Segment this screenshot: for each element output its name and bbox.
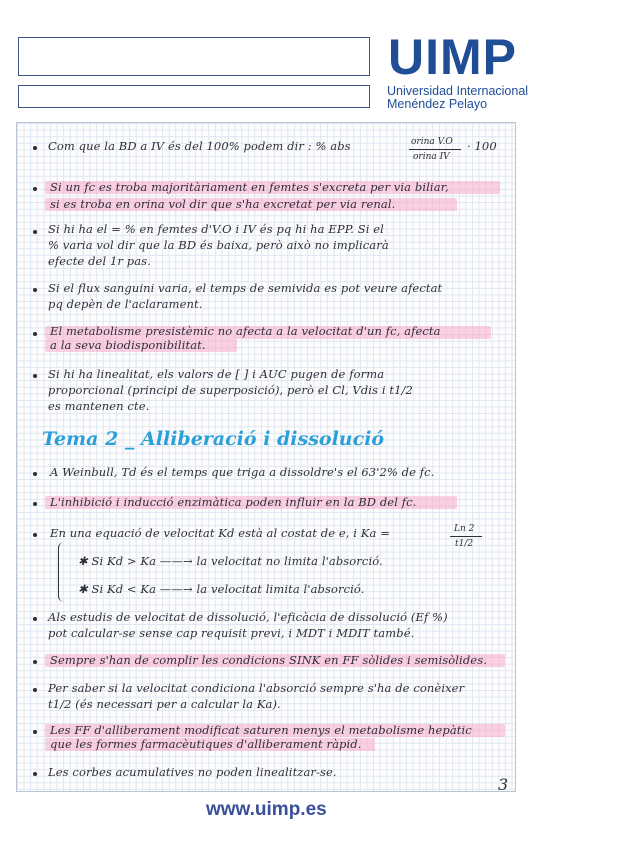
bullet bbox=[33, 617, 37, 621]
sub-note-line: ✱ Si Kd < Ka ——→ la velocitat limita l'absorció. bbox=[78, 582, 365, 596]
bullet bbox=[33, 688, 37, 692]
note-line: t1/2 (és necessari per a calcular la Ka). bbox=[48, 697, 281, 711]
note-line: que les formes farmacèutiques d'alliberament ràpid. bbox=[50, 737, 362, 751]
formula-bar bbox=[450, 536, 482, 537]
university-name-line2: Menéndez Pelayo bbox=[387, 97, 488, 111]
university-name-line1: Universidad Internacional bbox=[387, 84, 529, 98]
formula-numerator: Ln 2 bbox=[454, 524, 475, 534]
note-line: proporcional (principi de superposició), però el Cl, Vdis i t1/2 bbox=[48, 383, 413, 397]
uimp-logo: UIMP bbox=[388, 29, 517, 85]
formula-bar bbox=[409, 149, 461, 150]
note-line: L'inhibició i inducció enzimàtica poden influir en la BD del fc. bbox=[50, 495, 417, 509]
note-line: El metabolisme presistèmic no afecta a la velocitat d'un fc, afecta bbox=[50, 324, 441, 338]
note-line: Si el flux sanguini varia, el temps de semivida es pot veure afectat bbox=[48, 281, 443, 295]
footer-url-link[interactable]: www.uimp.es bbox=[206, 799, 327, 820]
bullet bbox=[33, 332, 37, 336]
note-line: A Weinbull, Td és el temps que triga a dissoldre's el 63'2% de fc. bbox=[50, 465, 435, 479]
note-line: a la seva biodisponibilitat. bbox=[50, 338, 206, 352]
formula-numerator: orina V.O bbox=[411, 137, 453, 147]
note-line: si es troba en orina vol dir que s'ha excretat per via renal. bbox=[50, 197, 396, 211]
note-line: Per saber si la velocitat condiciona l'absorció sempre s'ha de conèixer bbox=[48, 681, 465, 695]
section-title: Tema 2 _ Alliberació i dissolució bbox=[42, 428, 385, 450]
bullet bbox=[33, 187, 37, 191]
note-line: Les FF d'alliberament modificat saturen menys el metabolisme hepàtic bbox=[50, 723, 472, 737]
bullet bbox=[33, 533, 37, 537]
note-line: Si hi ha linealitat, els valors de [ ] i AUC pugen de forma bbox=[48, 367, 385, 381]
sub-note-line: ✱ Si Kd > Ka ——→ la velocitat no limita l'absorció. bbox=[78, 554, 383, 568]
formula-denominator: orina IV bbox=[413, 152, 450, 162]
note-line: es mantenen cte. bbox=[48, 399, 150, 413]
bullet bbox=[33, 502, 37, 506]
note-line: En una equació de velocitat Kd està al costat de e, i Ka = bbox=[50, 526, 390, 540]
note-line: Les corbes acumulatives no poden linealitzar-se. bbox=[48, 765, 337, 779]
bullet bbox=[33, 660, 37, 664]
note-line: Sempre s'han de complir les condicions SINK en FF sòlides i semisòlides. bbox=[50, 653, 487, 667]
page-number: 3 bbox=[498, 775, 509, 794]
bullet bbox=[33, 772, 37, 776]
note-line: Com que la BD a IV és del 100% podem dir : % abs bbox=[48, 139, 351, 153]
note-line: pot calcular-se sense cap requisit previ, i MDT i MDIT també. bbox=[48, 626, 415, 640]
header-field-1 bbox=[18, 37, 370, 76]
bullet bbox=[33, 230, 37, 234]
bullet bbox=[33, 288, 37, 292]
formula-tail: · 100 bbox=[467, 139, 497, 153]
note-line: Als estudis de velocitat de dissolució, l'eficàcia de dissolució (Ef %) bbox=[48, 610, 448, 624]
brace bbox=[58, 542, 69, 602]
bullet bbox=[33, 730, 37, 734]
note-line: % varia vol dir que la BD és baixa, però això no implicarà bbox=[48, 238, 389, 252]
bullet bbox=[33, 374, 37, 378]
note-line: pq depèn de l'aclarament. bbox=[48, 297, 203, 311]
bullet bbox=[33, 146, 37, 150]
note-line: Si hi ha el = % en femtes d'V.O i IV és pq hi ha EPP. Si el bbox=[48, 222, 384, 236]
formula-denominator: t1/2 bbox=[455, 539, 474, 549]
note-line: efecte del 1r pas. bbox=[48, 254, 151, 268]
header-field-2 bbox=[18, 85, 370, 108]
note-line: Si un fc es troba majoritàriament en femtes s'excreta per via biliar, bbox=[50, 180, 449, 194]
bullet bbox=[33, 472, 37, 476]
